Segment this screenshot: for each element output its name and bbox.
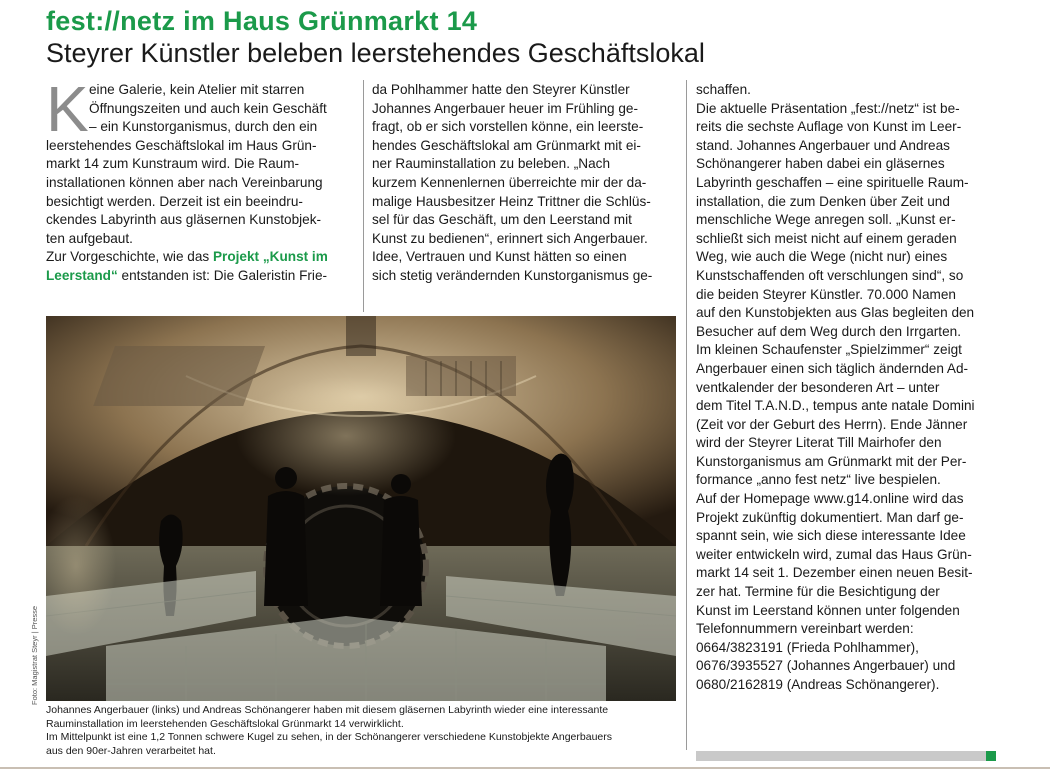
col1-line: installationen können aber nach Vereinbarung	[46, 174, 323, 190]
col3-line: schließt sich meist nicht auf einem geraden	[696, 230, 957, 246]
labyrinth-photo	[46, 316, 676, 701]
col3-line: Projekt zukünftig dokumentiert. Man darf ge-	[696, 509, 964, 525]
col3-line: Auf der Homepage www.g14.online wird das	[696, 491, 964, 507]
col1-line: Öffnungszeiten und auch kein Geschäft	[89, 100, 327, 116]
column-divider	[686, 80, 687, 750]
col3-line: Kunstschaffenden oft verschlungen sind“, so	[696, 267, 964, 283]
col3-line: Kunstorganismus am Grünmarkt mit der Per-	[696, 453, 967, 469]
col3-line: schaffen.	[696, 82, 751, 97]
col1-line	[46, 248, 356, 267]
col3-line: weiter entwickeln wird, zumal das Haus Grün-	[696, 546, 972, 562]
col3-line: formance „anno fest netz“ live bespielen.	[696, 472, 941, 488]
caption-line: Im Mittelpunkt ist eine 1,2 Tonnen schwere Kugel zu sehen, in der Schönangerer verschiedene Kunstobjekte Angerbauers	[46, 731, 612, 744]
col1-line-text: Zur Vorgeschichte, wie das	[46, 249, 213, 265]
photo-credit: Foto: Magistrat Steyr | Presse	[30, 605, 39, 705]
caption-line: Rauminstallation im leerstehenden Geschäftslokal Grünmarkt 14 verwirklicht.	[46, 717, 404, 730]
col3-line: spannt sein, wie sich diese interessante Idee	[696, 528, 966, 544]
project-link-text-cont: Leerstand“	[46, 267, 118, 283]
col3-line: die beiden Steyrer Künstler. 70.000 Namen	[696, 286, 956, 302]
col3-line: 0664/3823191 (Frieda Pohlhammer),	[696, 639, 919, 655]
article-kicker: fest://netz im Haus Grünmarkt 14	[46, 6, 478, 36]
col3-line: reits die sechste Auflage von Kunst im Leer-	[696, 119, 962, 135]
col3-line: dem Titel T.A.N.D., tempus ante natale Domini	[696, 398, 975, 414]
col1-line-tail: entstanden ist: Die Galeristin Frie-	[117, 267, 328, 283]
col3-line: 0676/3935527 (Johannes Angerbauer) und	[696, 658, 956, 674]
col2-line: sel für das Geschäft, um den Leerstand mit	[372, 212, 632, 228]
col3-line: stand. Johannes Angerbauer und Andreas	[696, 137, 950, 153]
caption-line: Johannes Angerbauer (links) und Andreas Schönangerer haben mit diesem gläsernen Labyrinth wieder eine interessante	[46, 704, 609, 716]
col2-line: Kunst zu bedienen“, erinnert sich Angerbauer.	[372, 230, 648, 246]
col1-line: eine Galerie, kein Atelier mit starren	[89, 82, 305, 97]
article-end-mark	[986, 751, 996, 761]
col3-line: markt 14 seit 1. Dezember einen neuen Besit-	[696, 565, 973, 581]
column-1	[46, 73, 356, 286]
col3-line: Besucher auf dem Weg durch den Irrgarten.	[696, 323, 961, 339]
column-divider	[363, 80, 364, 312]
col3-line: Im kleinen Schaufenster „Spielzimmer“ zeigt	[696, 342, 962, 358]
col3-line: menschliche Wege anregen soll. „Kunst er-	[696, 212, 956, 228]
col3-line: wird der Steyrer Literat Till Mairhofer den	[696, 435, 942, 451]
col3-line: Telefonnummern vereinbart werden:	[696, 621, 914, 637]
photo-illustration	[46, 316, 676, 701]
col2-line: malige Hausbesitzer Heinz Trittner die Schlüs-	[372, 193, 651, 209]
col3-line: Die aktuelle Präsentation „fest://netz“ ist be-	[696, 100, 960, 116]
col3-line: Labyrinth geschaffen – eine spirituelle Raum-	[696, 174, 969, 190]
col3-line: zer hat. Termine für die Besichtigung der	[696, 584, 940, 600]
col2-line: Johannes Angerbauer heuer im Frühling ge-	[372, 100, 639, 116]
col3-line: Schönangerer haben dabei ein gläsernes	[696, 156, 945, 172]
project-link-text: Projekt „Kunst im	[212, 249, 328, 265]
col2-line: kurzem Kennenlernen überreichte mir der da-	[372, 174, 647, 190]
col3-line: (Zeit vor der Geburt des Herrn). Ende Jänner	[696, 416, 968, 432]
col1-line: markt 14 zum Kunstraum wird. Die Raum-	[46, 156, 300, 172]
col2-line: sich stetig verändernden Kunstorganismus ge-	[372, 267, 653, 283]
col3-line: Kunst im Leerstand können unter folgenden	[696, 602, 960, 618]
col3-line: installation, die zum Denken über Zeit und	[696, 193, 950, 209]
col1-line: – ein Kunstorganismus, durch den ein	[89, 119, 318, 135]
col2-line: hendes Geschäftslokal am Grünmarkt mit ei-	[372, 137, 641, 153]
col1-line: leerstehendes Geschäftslokal im Haus Grün-	[46, 137, 317, 153]
article-headline: Steyrer Künstler beleben leerstehendes Geschäftslokal	[46, 38, 705, 68]
col1-line	[46, 267, 356, 286]
col2-line: da Pohlhammer hatte den Steyrer Künstler	[372, 82, 630, 97]
col1-line: ckendes Labyrinth aus gläsernen Kunstobjek-	[46, 212, 322, 228]
col2-line: Idee, Vertrauen und Kunst hätten so einen	[372, 249, 627, 265]
column-2	[372, 81, 674, 286]
column-3	[696, 81, 996, 695]
drop-cap: K	[46, 73, 89, 145]
col3-line: ventkalender der besonderen Art – unter	[696, 379, 940, 395]
col3-line: 0680/2162819 (Andreas Schönangerer).	[696, 677, 940, 692]
col1-line: besichtigt werden. Derzeit ist ein beeindru-	[46, 193, 303, 209]
article-end-bar	[696, 751, 996, 761]
col2-line: fragt, ob er sich vorstellen könne, ein leerste-	[372, 119, 644, 135]
photo-caption	[46, 704, 686, 758]
col3-line: auf den Kunstobjekten aus Glas begleiten den	[696, 305, 975, 321]
col3-line: Angerbauer einen sich täglich ändernden Ad-	[696, 360, 969, 376]
caption-line: aus den 90er-Jahren verarbeitet hat.	[46, 744, 216, 757]
col1-line: ten aufgebaut.	[46, 230, 133, 246]
col2-line: ner Rauminstallation zu beleben. „Nach	[372, 156, 611, 172]
col3-line: Weg, wie auch die Wege (nicht nur) eines	[696, 249, 948, 265]
